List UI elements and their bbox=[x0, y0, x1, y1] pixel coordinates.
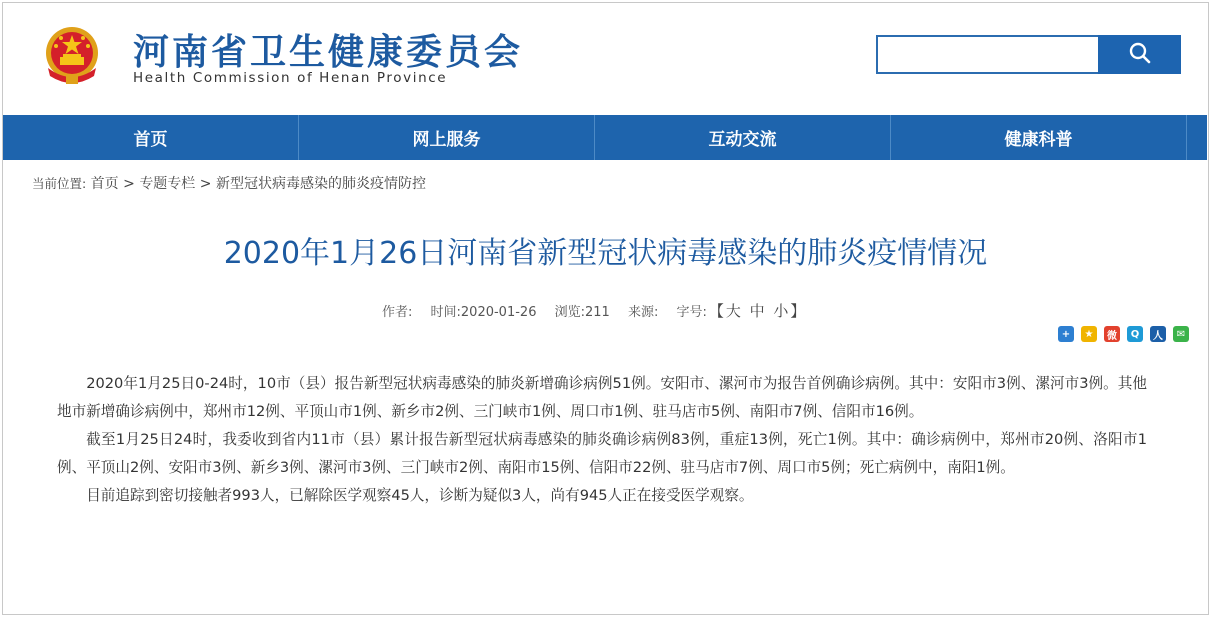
article-title: 2020年1月26日河南省新型冠状病毒感染的肺炎疫情情况 bbox=[223, 236, 988, 271]
search-input[interactable] bbox=[876, 35, 1106, 74]
breadcrumb-separator: > bbox=[118, 176, 140, 192]
share-weibo-icon[interactable]: 微 bbox=[1104, 326, 1120, 342]
national-emblem-logo bbox=[42, 24, 102, 86]
search-icon bbox=[1129, 42, 1151, 68]
breadcrumb bbox=[32, 173, 426, 193]
font-size-switcher[interactable]: 【大 中 小】 bbox=[708, 302, 808, 320]
meta-views: 浏览:211 bbox=[554, 305, 610, 320]
article-paragraph: 截至1月25日24时，我委收到省内11市（县）累计报告新型冠状病毒感染的肺炎确诊病例83例，重症13例，死亡1例。其中：确诊病例中，郑州市20例、洛阳市1例、平顶山2例、安阳市3例、新乡3例、漯河市3例、三门峡市2例、南阳市15例、信阳市22例、驻马店市7例、周口市5例；死亡病例中，南阳1例。 bbox=[57, 431, 1147, 476]
main-nav bbox=[3, 115, 1207, 160]
search-button[interactable] bbox=[1098, 35, 1181, 74]
breadcrumb-link-epidemic[interactable]: 新型冠状病毒感染的肺炎疫情防控 bbox=[215, 176, 426, 192]
share-qq-icon[interactable]: Q bbox=[1127, 326, 1143, 342]
breadcrumb-link-special[interactable]: 专题专栏 bbox=[139, 176, 196, 192]
article-paragraph: 2020年1月25日0-24时，10市（县）报告新型冠状病毒感染的肺炎新增确诊病例51例。安阳市、漯河市为报告首例确诊病例。其中：安阳市3例、漯河市3例。其他地市新增确诊病例中，郑州市12例、平顶山市1例、新乡市2例、三门峡市1例、周口市1例、驻马店市5例、南阳市7例、信阳市16例。 bbox=[57, 375, 1147, 420]
breadcrumb-separator: > bbox=[195, 176, 216, 192]
share-qzone-icon[interactable]: ★ bbox=[1081, 326, 1097, 342]
site-title: 河南省卫生健康委员会 bbox=[133, 32, 524, 73]
article-meta bbox=[382, 300, 821, 321]
breadcrumb-prefix: 当前位置: bbox=[32, 176, 87, 191]
meta-author: 作者: bbox=[382, 305, 413, 320]
nav-item-home[interactable]: 首页 bbox=[3, 115, 299, 160]
nav-item-online-services[interactable]: 网上服务 bbox=[299, 115, 595, 160]
site-subtitle: Health Commission of Henan Province bbox=[133, 70, 448, 86]
article-body bbox=[57, 370, 1147, 510]
meta-time: 时间:2020-01-26 bbox=[430, 305, 537, 320]
meta-source: 来源: bbox=[627, 305, 659, 320]
share-more-icon[interactable]: + bbox=[1058, 326, 1074, 342]
share-wechat-icon[interactable]: ✉ bbox=[1173, 326, 1189, 342]
nav-item-health-science[interactable]: 健康科普 bbox=[891, 115, 1187, 160]
share-toolbar bbox=[1058, 326, 1189, 342]
nav-item-interaction[interactable]: 互动交流 bbox=[595, 115, 891, 160]
share-renren-icon[interactable]: 人 bbox=[1150, 326, 1166, 342]
breadcrumb-link-home[interactable]: 首页 bbox=[90, 176, 119, 192]
article-paragraph: 目前追踪到密切接触者993人，已解除医学观察45人，诊断为疑似3人，尚有945人正在接受医学观察。 bbox=[86, 487, 754, 504]
meta-fontsize-label: 字号: bbox=[676, 305, 707, 320]
